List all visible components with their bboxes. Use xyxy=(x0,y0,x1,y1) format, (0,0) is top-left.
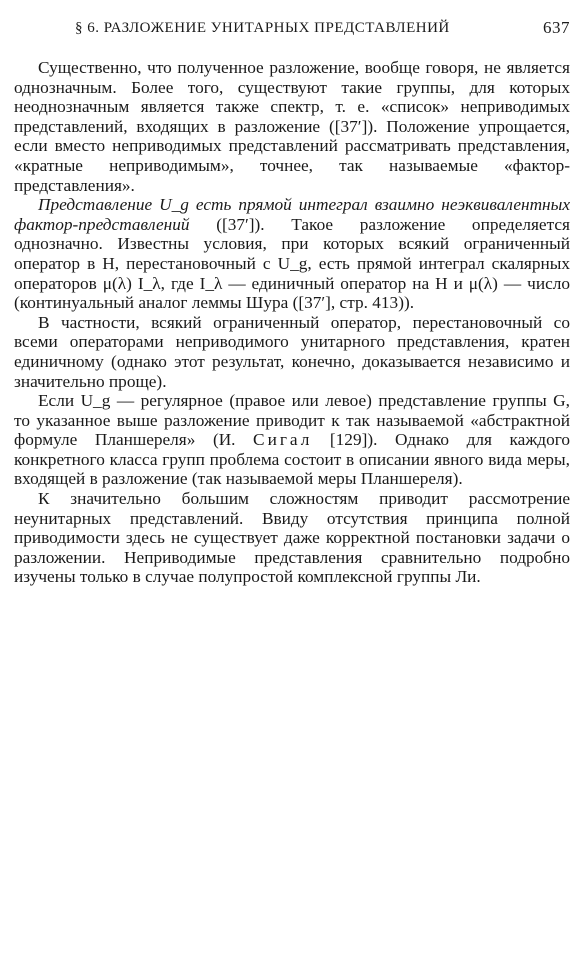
running-header xyxy=(75,10,570,46)
paragraph-4-text-before: Если U_g — регулярное (правое или левое) представление группы G, то указанное выше разложение приводит к так называемой «абстрактной формуле Планшереля» (И. xyxy=(14,391,570,450)
paragraph-2-text: ([37′]). Такое разложение определяется однозначно. Известны условия, при которых всякий ограниченный оператор в H, перестановочный с U_g, есть прямой интеграл скалярных операторов μ(λ) I_λ, где I_λ — единичный оператор на H и μ(λ) — число (континуальный аналог леммы Шура ([37′], стр. 413)). xyxy=(14,214,570,313)
page-number: 637 xyxy=(543,18,570,37)
section-title: § 6. РАЗЛОЖЕНИЕ УНИТАРНЫХ ПРЕДСТАВЛЕНИЙ xyxy=(75,19,450,36)
paragraph-4 xyxy=(14,391,570,489)
paragraph-5: К значительно большим сложностям приводит рассмотрение неунитарных представлений. Ввиду отсутствия принципа полной приводимости здесь не существует даже корректной постановки задачи о разложении. Неприводимые представления сравнительно подробно изучены только в случае полупростой комплексной группы Ли. xyxy=(14,489,570,587)
paragraph-2 xyxy=(14,195,570,313)
body-text xyxy=(14,58,570,587)
paragraph-2-italic-lead: Представление U_g есть прямой интеграл взаимно неэквивалентных фактор-представлений xyxy=(14,195,570,234)
paragraph-1: Существенно, что полученное разложение, вообще говоря, не является однозначным. Более того, существуют такие группы, для которых неоднозначным является также спектр, т. е. «список» неприводимых представлений, входящих в разложение ([37′]). Положение упрощается, если вместо неприводимых представлений рассматривать представления, «кратные неприводимым», точнее, так называемые «фактор-представления». xyxy=(14,58,570,195)
author-name-spaced: Сигал xyxy=(253,430,313,450)
paragraph-3: В частности, всякий ограниченный оператор, перестановочный со всеми операторами неприводимого унитарного представления, кратен единичному (однако этот результат, конечно, доказывается независимо и значительно проще). xyxy=(14,312,570,391)
paragraph-4-text-after: [129]). Однако для каждого конкретного класса групп проблема состоит в описании явного вида меры, входящей в разложение (так называемой меры Планшереля). xyxy=(14,430,571,489)
